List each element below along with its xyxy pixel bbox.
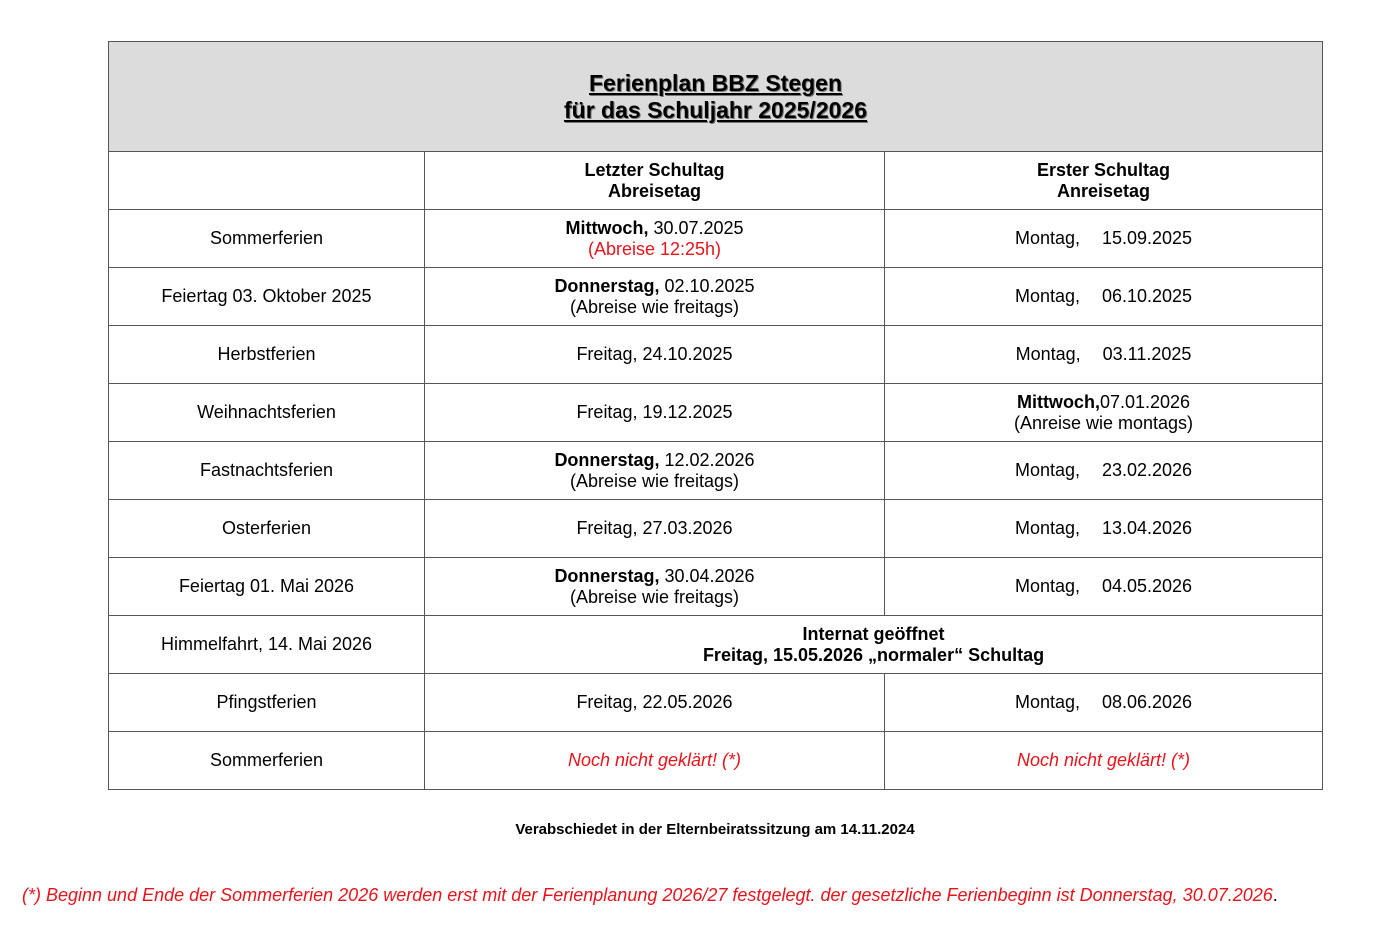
footnote: (*) Beginn und Ende der Sommerferien 2026 werden erst mit der Ferienplanung 2026/27 festgelegt. der gesetzliche Ferienbeginn ist Donnerstag, 30.07.2026. [22,885,1278,905]
table-row [109,326,1323,384]
title-line-1: Ferienplan BBZ Stegen [588,69,843,96]
header-last-school-day: Letzter Schultag Abreisetag [425,152,885,210]
header-first-school-day: Erster Schultag Anreisetag [885,152,1323,210]
title-line-2: für das Schuljahr 2025/2026 [564,96,867,123]
first-day-cell: Montag, 03.11.2025 [885,326,1323,384]
last-day-cell: Freitag, 22.05.2026 [425,674,885,732]
last-day-cell: Donnerstag, 02.10.2025 (Abreise wie freitags) [425,268,885,326]
table-row [109,210,1323,268]
holiday-name: Pfingstferien [109,674,425,732]
holiday-name: Weihnachtsferien [109,384,425,442]
last-day-cell: Freitag, 24.10.2025 [425,326,885,384]
table-row [109,268,1323,326]
holiday-name: Himmelfahrt, 14. Mai 2026 [109,616,425,674]
first-day-cell: Montag, 13.04.2026 [885,500,1323,558]
approval-note: Verabschiedet in der Elternbeiratssitzung am 14.11.2024 [515,821,915,838]
table-row [109,732,1323,790]
first-day-cell: Noch nicht geklärt! (*) [885,732,1323,790]
header-empty-cell [109,152,425,210]
first-day-cell: Mittwoch,07.01.2026 (Anreise wie montags) [885,384,1323,442]
last-day-cell: Freitag, 19.12.2025 [425,384,885,442]
holiday-name: Osterferien [109,500,425,558]
last-day-cell: Noch nicht geklärt! (*) [425,732,885,790]
holiday-name: Sommerferien [109,732,425,790]
merged-info-cell: Internat geöffnet Freitag, 15.05.2026 „normaler“ Schultag [425,616,1323,674]
table-row [109,674,1323,732]
table-row [109,558,1323,616]
departure-time-note: (Abreise 12:25h) [587,238,722,259]
holiday-name: Feiertag 03. Oktober 2025 [109,268,425,326]
first-day-cell: Montag, 15.09.2025 [885,210,1323,268]
holiday-name: Sommerferien [109,210,425,268]
holiday-name: Herbstferien [109,326,425,384]
last-day-cell: Mittwoch, 30.07.2025 (Abreise 12:25h) [425,210,885,268]
last-day-cell: Donnerstag, 30.04.2026 (Abreise wie freitags) [425,558,885,616]
last-day-cell: Donnerstag, 12.02.2026 (Abreise wie freitags) [425,442,885,500]
holiday-plan-table [108,41,1323,790]
holiday-name: Fastnachtsferien [109,442,425,500]
table-row [109,384,1323,442]
first-day-cell: Montag, 23.02.2026 [885,442,1323,500]
table-row [109,442,1323,500]
title-cell [109,42,1323,152]
holiday-name: Feiertag 01. Mai 2026 [109,558,425,616]
table-row [109,500,1323,558]
last-day-cell: Freitag, 27.03.2026 [425,500,885,558]
table-row [109,616,1323,674]
first-day-cell: Montag, 04.05.2026 [885,558,1323,616]
first-day-cell: Montag, 06.10.2025 [885,268,1323,326]
first-day-cell: Montag, 08.06.2026 [885,674,1323,732]
